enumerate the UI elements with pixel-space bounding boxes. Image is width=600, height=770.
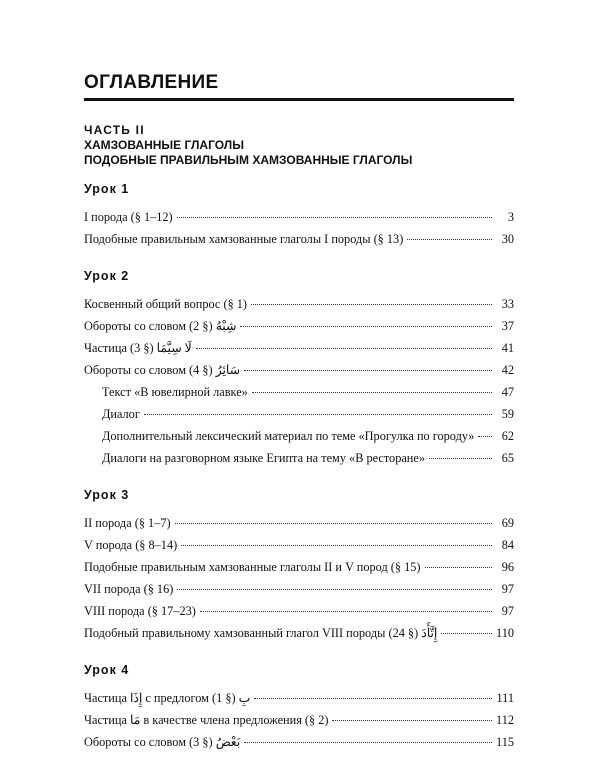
part-label: ЧАСТЬ II [84, 123, 145, 137]
table-of-contents [84, 180, 514, 770]
toc-entry[interactable] [84, 228, 514, 250]
toc-entry[interactable] [84, 425, 514, 447]
toc-entry-label: Частица مَا в качестве члена предложения (§ 2) [84, 713, 329, 727]
dot-leader [425, 567, 492, 568]
toc-entry[interactable] [84, 534, 514, 556]
toc-entry-label: Подобные правильным хамзованные глаголы I породы (§ 13) [84, 232, 404, 246]
toc-entry-label: Дополнительный лексический материал по теме «Прогулка по городу» [102, 429, 475, 443]
toc-entry[interactable] [84, 578, 514, 600]
toc-entry-label: Подобный правильному хамзованный глагол VIII породы إِتَّأَدَ (§ 24) [84, 626, 438, 640]
entry-list [84, 687, 514, 753]
dot-leader [478, 436, 492, 437]
toc-entry-label: Частица إِذَا с предлогом بِ (§ 1) [84, 691, 251, 705]
page-number: 111 [496, 691, 514, 705]
toc-entry-label: Текст «В ювелирной лавке» [102, 385, 248, 399]
toc-entry[interactable] [84, 687, 514, 709]
toc-entry-label: Обороты со словом شِبْهُ (§ 2) [84, 319, 237, 333]
page-number: 110 [496, 626, 514, 640]
dot-leader [251, 304, 492, 305]
toc-entry[interactable] [84, 315, 514, 337]
dot-leader [200, 611, 492, 612]
lesson-title: Урок 4 [84, 663, 130, 677]
dot-leader [244, 370, 492, 371]
page-number: 112 [496, 713, 514, 727]
toc-entry-label: Подобные правильным хамзованные глаголы II и V пород (§ 15) [84, 560, 421, 574]
lesson-section [84, 486, 514, 644]
dot-leader [144, 414, 492, 415]
lesson-title: Урок 2 [84, 269, 130, 283]
toc-entry-label: Диалог [102, 407, 140, 421]
page-number: 97 [501, 582, 514, 596]
part-subtitle: ХАМЗОВАННЫЕ ГЛАГОЛЫ [84, 138, 244, 152]
page-number: 115 [496, 735, 514, 749]
page-number: 47 [501, 385, 514, 399]
page-number: 62 [501, 429, 514, 443]
dot-leader [407, 239, 492, 240]
toc-entry-label: Диалоги на разговорном языке Египта на тему «В ресторане» [102, 451, 425, 465]
lesson-section [84, 661, 514, 753]
toc-entry-label: Косвенный общий вопрос (§ 1) [84, 297, 248, 311]
dot-leader [177, 589, 492, 590]
lesson-title: Урок 1 [84, 182, 130, 196]
page-number: 59 [501, 407, 514, 421]
toc-entry-label: I порода (§ 1–12) [84, 210, 173, 224]
lesson-title: Урок 3 [84, 488, 130, 502]
page-number: 69 [501, 516, 514, 530]
dot-leader [177, 217, 492, 218]
toc-entry[interactable] [84, 512, 514, 534]
toc-entry-label: II порода (§ 1–7) [84, 516, 171, 530]
dot-leader [254, 698, 492, 699]
dot-leader [175, 523, 492, 524]
toc-entry[interactable] [84, 337, 514, 359]
page-number: 30 [501, 232, 514, 246]
dot-leader [429, 458, 492, 459]
toc-entry-label: V порода (§ 8–14) [84, 538, 178, 552]
toc-entry[interactable] [84, 709, 514, 731]
page-number: 37 [501, 319, 514, 333]
toc-entry-label: Обороты со словом سَائِرُ (§ 4) [84, 363, 240, 377]
toc-entry[interactable] [84, 381, 514, 403]
page-number: 41 [501, 341, 514, 355]
page-number: 3 [507, 210, 514, 224]
toc-entry-label: VII порода (§ 16) [84, 582, 174, 596]
toc-entry-label: Обороты со словом بَعْضُ (§ 3) [84, 735, 241, 749]
part-heading [84, 123, 412, 168]
page-title: ОГЛАВЛЕНИЕ [84, 72, 219, 93]
title-divider [84, 98, 514, 101]
toc-entry[interactable] [84, 206, 514, 228]
toc-entry[interactable] [84, 556, 514, 578]
dot-leader [240, 326, 492, 327]
toc-entry[interactable] [84, 600, 514, 622]
lesson-section [84, 267, 514, 469]
dot-leader [196, 348, 492, 349]
page-number: 33 [501, 297, 514, 311]
dot-leader [332, 720, 492, 721]
dot-leader [244, 742, 492, 743]
page-number: 65 [501, 451, 514, 465]
part-subtitle: ПОДОБНЫЕ ПРАВИЛЬНЫМ ХАМЗОВАННЫЕ ГЛАГОЛЫ [84, 153, 413, 167]
entry-list [84, 293, 514, 469]
page-number: 97 [501, 604, 514, 618]
entry-list [84, 206, 514, 250]
toc-entry-label: Частица لَا سِيَّمَا (§ 3) [84, 341, 192, 355]
dot-leader [252, 392, 492, 393]
toc-entry[interactable] [84, 359, 514, 381]
entry-list [84, 512, 514, 644]
page-number: 84 [501, 538, 514, 552]
toc-entry[interactable] [84, 447, 514, 469]
toc-entry[interactable] [84, 293, 514, 315]
dot-leader [441, 633, 492, 634]
page-number: 96 [501, 560, 514, 574]
toc-entry[interactable] [84, 403, 514, 425]
page-number: 42 [501, 363, 514, 377]
toc-entry-label: VIII порода (§ 17–23) [84, 604, 196, 618]
lesson-section [84, 180, 514, 250]
toc-entry[interactable] [84, 622, 514, 644]
dot-leader [181, 545, 492, 546]
